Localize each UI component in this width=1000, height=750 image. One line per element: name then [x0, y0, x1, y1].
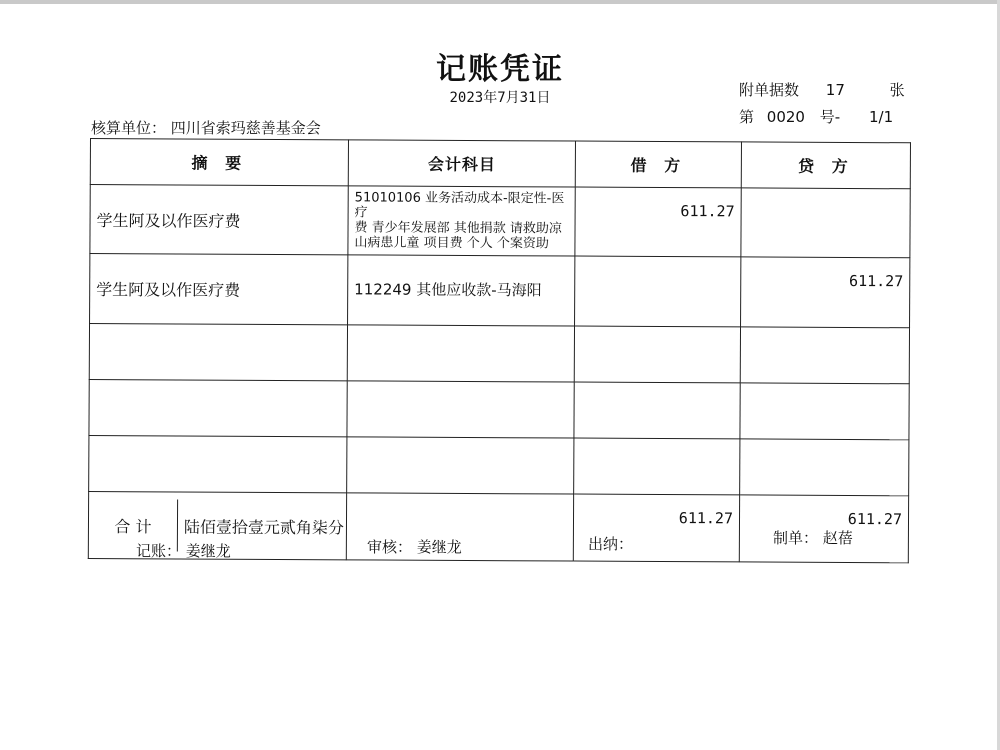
signature-reviewer: 审核： 姜继龙	[367, 538, 462, 556]
voucher-number: 0020	[766, 108, 805, 126]
attachments-label: 附单据数	[739, 81, 800, 99]
empty-cell	[574, 382, 740, 439]
signature-cashier: 出纳：	[588, 535, 634, 553]
accounting-unit: 核算单位： 四川省索玛慈善基金会	[91, 119, 321, 137]
entry-summary: 学生阿及以作医疗费	[90, 185, 348, 255]
entry-credit: 611.27	[741, 257, 910, 328]
voucher-date: 2023年7月31日	[449, 90, 551, 106]
attachments-unit: 张	[889, 81, 905, 99]
voucher-number-prefix: 第	[739, 108, 755, 126]
attachments-line	[739, 79, 905, 100]
header-debit: 借 方	[575, 141, 741, 188]
entry-subject-line: 51010106 业务活动成本-限定性-医疗	[354, 190, 565, 221]
total-label: 合 计	[89, 499, 178, 551]
voucher-number-line	[739, 106, 893, 127]
entry-summary: 学生阿及以作医疗费	[90, 254, 348, 325]
voucher-table	[88, 138, 911, 563]
signature-bookkeeper: 记账： 姜继龙	[136, 542, 231, 560]
total-debit: 611.27	[573, 494, 739, 562]
total-amount-words: 陆佰壹拾壹元贰角柒分	[183, 516, 345, 537]
header-credit: 贷 方	[741, 142, 910, 189]
empty-cell	[574, 326, 740, 383]
empty-cell	[347, 325, 574, 382]
signature-preparer: 制单： 赵蓓	[773, 529, 853, 547]
empty-cell	[347, 381, 574, 438]
table-row	[90, 254, 910, 328]
empty-cell	[740, 327, 909, 384]
entry-credit	[741, 188, 910, 258]
voucher-number-suffix: 号-	[819, 108, 841, 126]
empty-cell	[740, 439, 909, 496]
scan-edge-top	[0, 0, 1000, 4]
entry-subject	[348, 186, 575, 256]
empty-row	[89, 379, 909, 439]
entry-debit	[575, 256, 741, 327]
entry-subject	[348, 255, 575, 326]
voucher-title: 记账凭证	[436, 52, 564, 87]
entry-debit: 611.27	[575, 187, 741, 257]
attachments-count: 17	[825, 81, 845, 99]
empty-row	[89, 435, 909, 495]
empty-cell	[89, 324, 347, 381]
entry-subject-line: 112249 其他应收款-马海阳	[354, 280, 542, 300]
voucher-table-wrapper	[88, 138, 910, 563]
total-credit: 611.27	[739, 495, 908, 563]
empty-cell	[740, 383, 909, 440]
entry-subject-line: 山病患儿童 项目费 个人 个案资助	[354, 235, 549, 252]
empty-row	[89, 324, 909, 384]
header-subject: 会计科目	[348, 140, 575, 187]
empty-cell	[89, 379, 347, 436]
empty-cell	[347, 437, 574, 494]
empty-cell	[574, 438, 740, 495]
header-row	[90, 139, 910, 189]
empty-cell	[89, 435, 347, 492]
table-row	[90, 185, 910, 258]
entry-subject-line: 费 青少年发展部 其他捐款 请救助凉	[354, 220, 562, 237]
voucher-page: 1/1	[868, 108, 894, 126]
header-summary: 摘 要	[90, 139, 348, 186]
